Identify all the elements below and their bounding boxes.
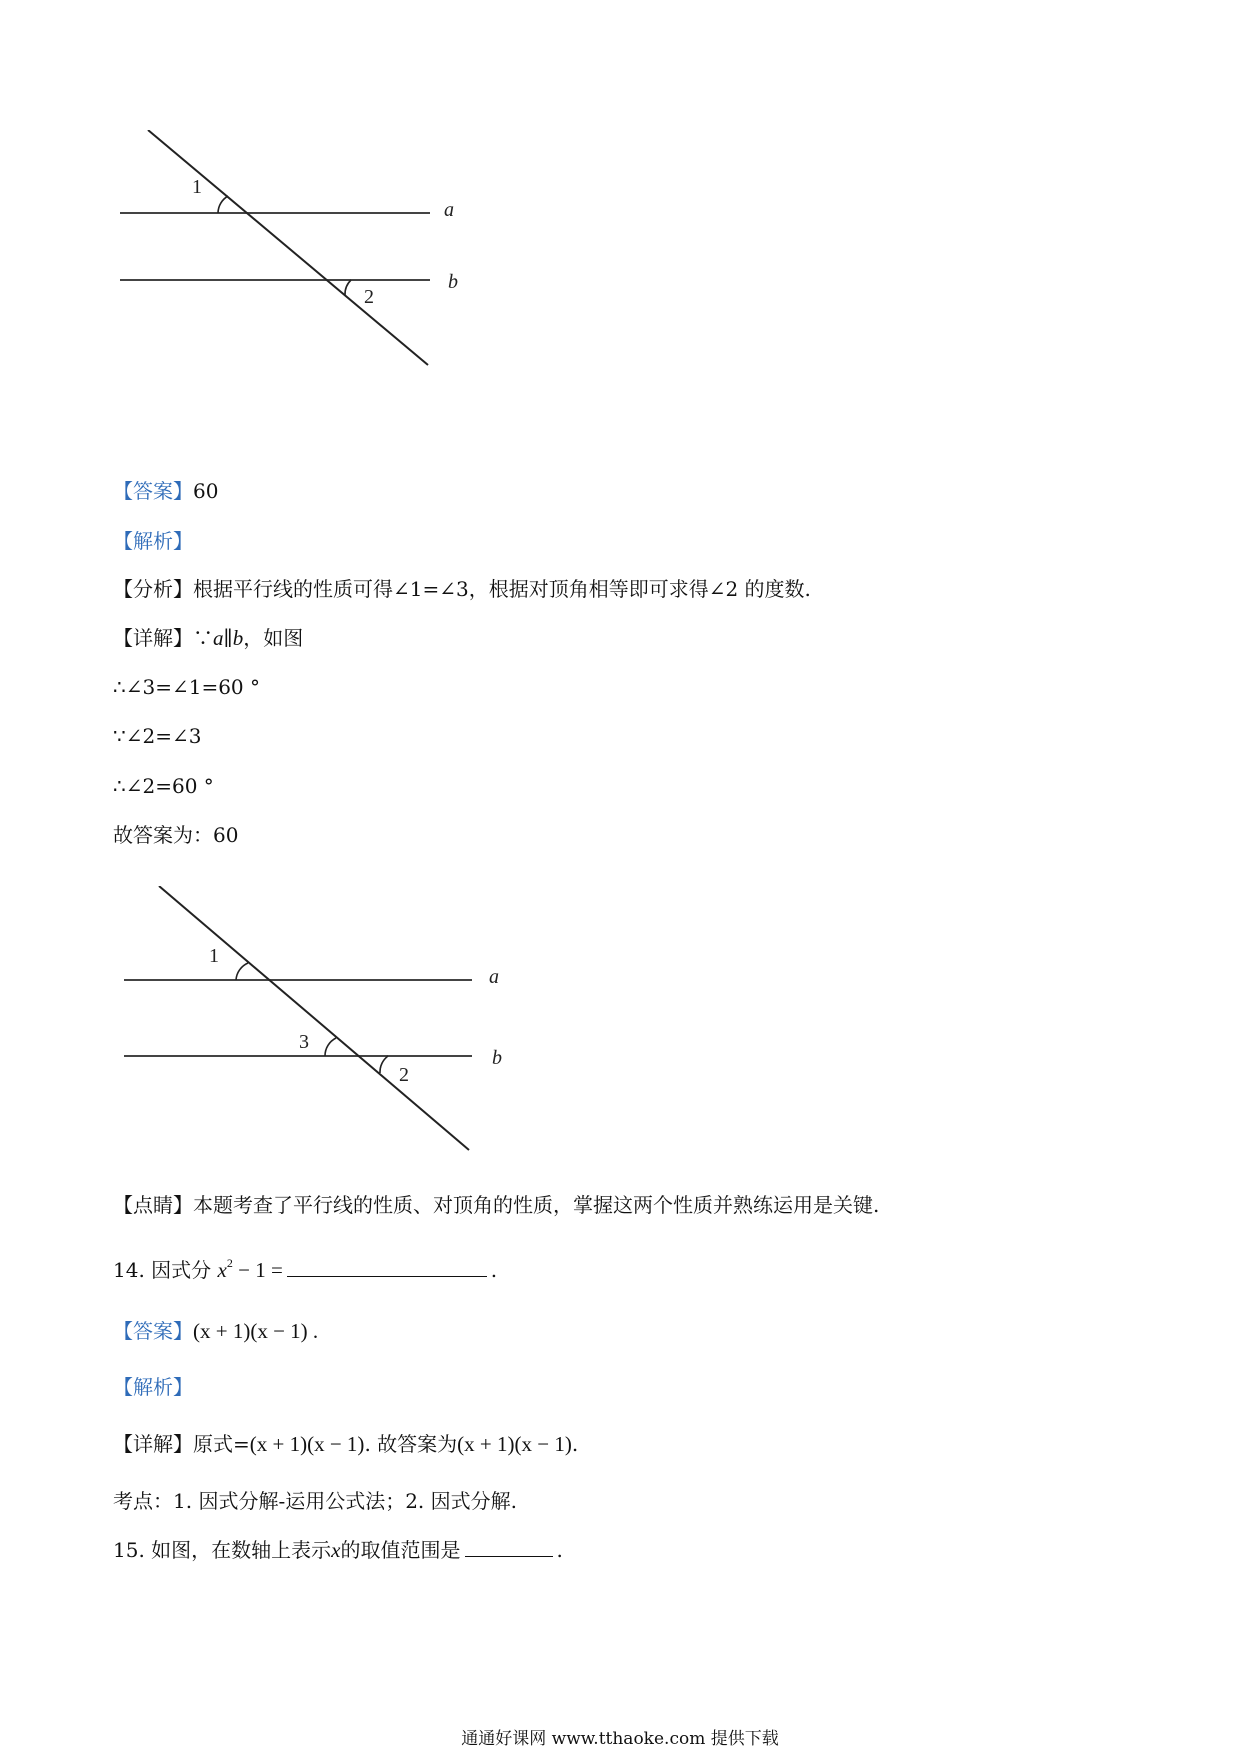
detail-expr-2: (x + 1)(x − 1) [457, 1432, 572, 1456]
q13-answer-line [113, 478, 218, 504]
q13-analysis-line [113, 528, 193, 554]
angle-1-arc [218, 196, 228, 213]
q13-comment-line [113, 1192, 879, 1218]
analysis-tag: 【解析】 [113, 529, 193, 553]
q14-analysis-line [113, 1374, 193, 1400]
answer-tag: 【答案】 [113, 1319, 193, 1343]
parallel-lines-diagram-2 [124, 886, 544, 1166]
fenxi-text: 根据平行线的性质可得∠1=∠3，根据对顶角相等即可求得∠2 的度数. [193, 577, 811, 601]
parallel-lines-diagram-1 [120, 130, 540, 380]
detail-end: . [571, 1432, 579, 1456]
because-symbol: ∵ [193, 626, 213, 650]
angle-2-arc [380, 1056, 388, 1073]
transversal-line [148, 130, 428, 365]
angle-1-label: 1 [192, 176, 202, 198]
line-a-label: a [444, 199, 454, 221]
q15-answer-blank [465, 1538, 553, 1557]
angle-1-arc [236, 963, 248, 980]
detail-tag: 【详解】 [113, 626, 193, 650]
q13-fenxi-line [113, 576, 811, 602]
q13-step-1: ∴∠3=∠1=60 ° [113, 675, 261, 699]
q13-step-2: ∵∠2=∠3 [113, 724, 202, 748]
answer-value: 60 [193, 479, 219, 503]
comment-tag: 【点睛】 [113, 1193, 193, 1217]
angle-2-label: 2 [364, 286, 374, 308]
comment-text: 本题考查了平行线的性质、对顶角的性质，掌握这两个性质并熟练运用是关键. [193, 1193, 880, 1217]
q14-answer-line [113, 1318, 318, 1344]
detail-mid: . 故答案为 [364, 1432, 458, 1456]
analysis-tag: 【解析】 [113, 1375, 193, 1399]
var-a: a [213, 626, 224, 650]
q13-conclusion: 故答案为：60 [113, 823, 239, 847]
q13-step-3: ∴∠2=60 ° [113, 774, 214, 798]
transversal-line [159, 886, 469, 1150]
angle-3-label: 3 [299, 1031, 309, 1053]
q15-prompt-line [113, 1537, 563, 1563]
line-a-label: a [489, 966, 499, 988]
figure-parallel-lines-1 [120, 130, 540, 380]
q14-prompt: 14. 因式分 [113, 1258, 212, 1282]
line-b-label: b [448, 271, 458, 293]
q15-end: . [556, 1538, 563, 1562]
q14-var-x: x [217, 1258, 227, 1282]
var-b: b [232, 626, 244, 650]
q15-var-x: x [331, 1538, 341, 1562]
q15-prompt-tail: 的取值范围是 [340, 1538, 461, 1562]
detail-tag: 【详解】 [113, 1432, 193, 1456]
page-footer: 通通好课网 www.tthaoke.com 提供下载 [461, 1729, 779, 1749]
angle-2-arc [345, 280, 351, 295]
answer-tag: 【答案】 [113, 479, 193, 503]
q14-exponent: 2 [226, 1256, 233, 1270]
q14-detail-line [113, 1431, 578, 1457]
detail-rest: ，如图 [243, 626, 304, 650]
q14-answer-value: (x + 1)(x − 1) . [193, 1319, 319, 1343]
angle-3-arc [325, 1038, 336, 1056]
parallel-symbol: ∥ [223, 626, 233, 650]
figure-parallel-lines-2 [124, 886, 544, 1166]
q14-end: . [490, 1258, 498, 1282]
line-b-label: b [492, 1047, 502, 1069]
q14-expr-tail: − 1 = [232, 1258, 283, 1282]
detail-lead: 原式= [193, 1432, 250, 1456]
fenxi-tag: 【分析】 [113, 577, 193, 601]
q14-answer-blank [287, 1258, 487, 1277]
q14-prompt-line [113, 1250, 497, 1283]
angle-2-label: 2 [399, 1064, 409, 1086]
detail-expr-1: (x + 1)(x − 1) [249, 1432, 365, 1456]
q15-prompt: 15. 如图，在数轴上表示 [113, 1538, 332, 1562]
q13-detail-line [113, 625, 303, 651]
angle-1-label: 1 [209, 945, 219, 967]
q14-kaodian: 考点：1. 因式分解-运用公式法；2. 因式分解. [113, 1489, 517, 1513]
